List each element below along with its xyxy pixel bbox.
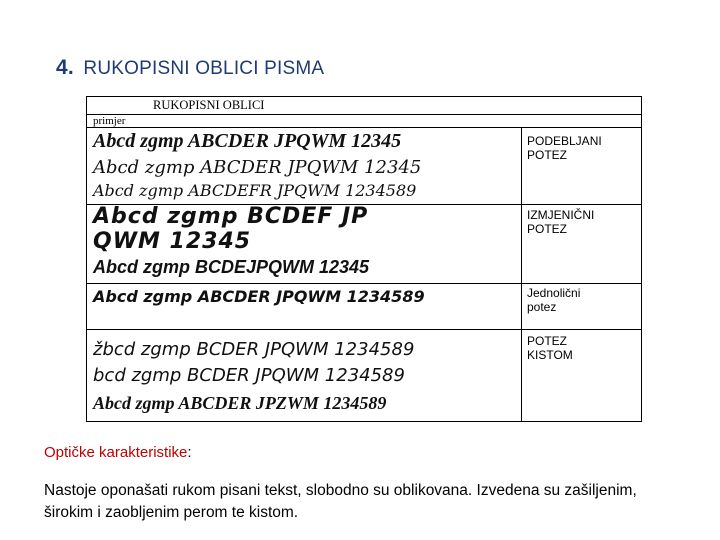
body-paragraph: Nastoje oponašati rukom pisani tekst, slobodno su oblikovana. Izvedena su zašiljenim, širokim i zaobljenim perom te kistom. (44, 482, 637, 521)
sample-line: Abcd zgmp ABCDER JPZWM 1234589 (93, 393, 387, 413)
sample-line: Abcd zgmp ABCDER JPQWM 12345 (93, 130, 402, 152)
sample-line: Abcd zgmp ABCDEFR JPQWM 1234589 (93, 181, 417, 200)
group-label: IZMJENIČNI POTEZ (527, 208, 595, 236)
sample-line: QWM 12345 (93, 229, 252, 254)
sample-line: Abcd zgmp BCDEF JP (93, 204, 369, 229)
sample-line: Abcd zgmp ABCDER JPQWM 1234589 (93, 287, 425, 306)
divider (87, 329, 641, 330)
divider (87, 283, 641, 284)
specimen-subheader: primjer (93, 115, 126, 127)
group-label: POTEZ KISTOM (527, 334, 573, 362)
section-heading-text: Optičke karakteristike (44, 444, 188, 461)
divider (87, 114, 641, 115)
divider (87, 127, 641, 128)
section-heading (44, 444, 192, 461)
sample-line: Abcd zgmp BCDEJPQWM 12345 (93, 257, 370, 277)
slide-title-text: RUKOPISNI OBLICI PISMA (83, 58, 325, 79)
sample-line: bcd zgmp BCDER JPQWM 1234589 (93, 365, 405, 386)
slide-number: 4. (56, 56, 74, 79)
column-divider (521, 127, 522, 421)
slide-title (56, 56, 324, 80)
sample-line: Abcd zgmp ABCDER JPQWM 12345 (93, 157, 422, 178)
group-label: Jednolični potez (527, 286, 581, 314)
group-label: PODEBLJANI POTEZ (527, 134, 602, 162)
section-heading-colon: : (187, 444, 192, 461)
sample-line: žbcd zgmp BCDER JPQWM 1234589 (93, 339, 415, 360)
script-specimen-table (86, 96, 642, 422)
specimen-header: RUKOPISNI OBLICI (153, 98, 265, 112)
